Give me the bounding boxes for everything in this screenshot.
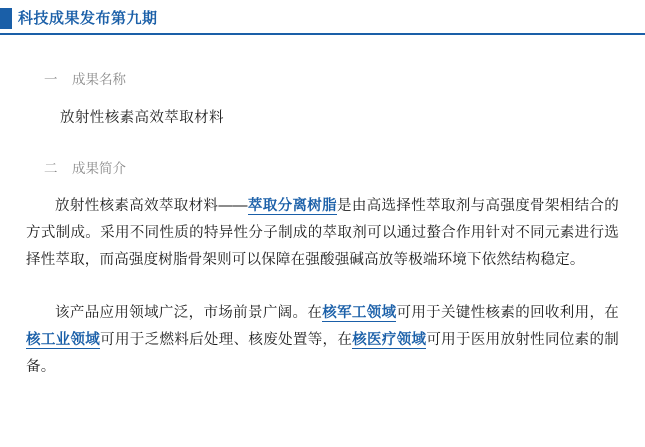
section-heading-intro <box>26 157 619 177</box>
header-divider <box>0 33 645 35</box>
header-accent-bar <box>0 8 12 29</box>
paragraph-intro <box>26 193 619 274</box>
section-heading-name <box>26 68 619 88</box>
page-title: 科技成果发布第九期 <box>18 10 158 27</box>
keyword-military-nuclear-field: 核军工领域 <box>322 305 397 321</box>
document-header <box>0 0 645 36</box>
section-number: 一 <box>44 72 58 87</box>
keyword-extraction-resin: 萃取分离树脂 <box>247 198 337 214</box>
paragraph-segment-3: 可用于乏燃料后处理、核废处置等，在 <box>100 332 353 348</box>
paragraph-applications <box>26 300 619 381</box>
document-body <box>0 68 645 381</box>
section-label: 成果简介 <box>72 161 126 176</box>
section-number: 二 <box>44 161 58 176</box>
keyword-nuclear-industry-field: 核工业领域 <box>26 332 101 348</box>
section-label: 成果名称 <box>72 72 126 87</box>
paragraph-lead: 放射性核素高效萃取材料—— <box>55 198 248 214</box>
keyword-nuclear-medicine-field: 核医疗领域 <box>352 332 427 348</box>
product-name: 放射性核素高效萃取材料 <box>60 110 224 126</box>
paragraph-segment-1: 该产品应用领域广泛，市场前景广阔。在 <box>55 305 323 321</box>
paragraph-segment-4: 可用于医用放射性同位素的制备。 <box>26 332 619 375</box>
paragraph-segment-2: 可用于关键性核素的回收利用，在 <box>396 305 620 321</box>
paragraph-rest: 是由高选择性萃取剂与高强度骨架相结合的方式制成。采用不同性质的特异性分子制成的萃取剂可以通过螯合作用针对不同元素进行选择性萃取，而高强度树脂骨架则可以保障在强酸强碱高放等极端环境下依然结构稳定。 <box>26 198 619 268</box>
